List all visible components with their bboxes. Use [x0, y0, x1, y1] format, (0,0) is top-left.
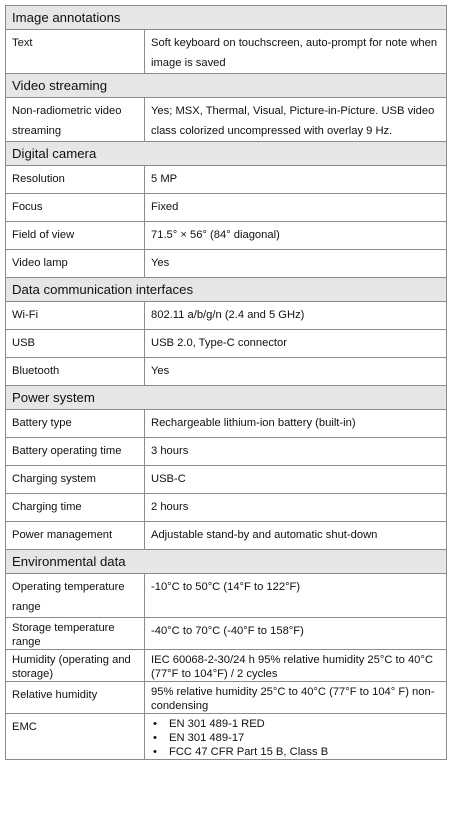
- row-value: 2 hours: [145, 494, 447, 522]
- table-row: [6, 494, 447, 522]
- row-value: -10°C to 50°C (14°F to 122°F): [145, 574, 447, 618]
- table-row: [6, 618, 447, 650]
- section-title: Environmental data: [6, 550, 447, 574]
- section-header: [6, 386, 447, 410]
- row-value: -40°C to 70°C (-40°F to 158°F): [145, 618, 447, 650]
- row-value: [145, 714, 447, 760]
- section-title: Digital camera: [6, 142, 447, 166]
- row-value: Yes: [145, 250, 447, 278]
- list-item: • FCC 47 CFR Part 15 B, Class B: [169, 745, 440, 759]
- table-row: [6, 222, 447, 250]
- row-label: Charging time: [6, 494, 145, 522]
- section-title: Image annotations: [6, 6, 447, 30]
- table-row: [6, 438, 447, 466]
- row-label: Non-radiometric video streaming: [6, 98, 145, 142]
- table-row: [6, 302, 447, 330]
- row-value: 71.5° × 56° (84° diagonal): [145, 222, 447, 250]
- section-header: [6, 278, 447, 302]
- table-row: [6, 410, 447, 438]
- row-label: Text: [6, 30, 145, 74]
- row-label: Operating temperature range: [6, 574, 145, 618]
- table-row: [6, 574, 447, 618]
- table-row: [6, 166, 447, 194]
- row-value: 95% relative humidity 25°C to 40°C (77°F to 104° F) non-condensing: [145, 682, 447, 714]
- row-value: USB 2.0, Type-C connector: [145, 330, 447, 358]
- row-value: Adjustable stand-by and automatic shut-down: [145, 522, 447, 550]
- table-row: [6, 30, 447, 74]
- row-label: Video lamp: [6, 250, 145, 278]
- list-item: • EN 301 489-1 RED: [169, 717, 440, 731]
- row-label: Battery type: [6, 410, 145, 438]
- table-row: [6, 250, 447, 278]
- row-value: Yes: [145, 358, 447, 386]
- table-row: [6, 330, 447, 358]
- row-value: Fixed: [145, 194, 447, 222]
- row-label: EMC: [6, 714, 145, 760]
- row-label: Wi-Fi: [6, 302, 145, 330]
- emc-list: [151, 717, 440, 759]
- section-header: [6, 74, 447, 98]
- table-row: [6, 466, 447, 494]
- row-label: Power management: [6, 522, 145, 550]
- table-row: [6, 714, 447, 760]
- row-value: Soft keyboard on touchscreen, auto-prompt for note when image is saved: [145, 30, 447, 74]
- spec-sheet: [5, 5, 446, 760]
- table-row: [6, 194, 447, 222]
- table-row: [6, 522, 447, 550]
- row-value: Yes; MSX, Thermal, Visual, Picture-in-Picture. USB video class colorized uncompressed with overlay 9 Hz.: [145, 98, 447, 142]
- row-label: Field of view: [6, 222, 145, 250]
- row-label: Bluetooth: [6, 358, 145, 386]
- row-label: Relative humidity: [6, 682, 145, 714]
- row-value: 3 hours: [145, 438, 447, 466]
- row-label: Battery operating time: [6, 438, 145, 466]
- row-label: USB: [6, 330, 145, 358]
- table-row: [6, 682, 447, 714]
- section-title: Data communication interfaces: [6, 278, 447, 302]
- table-row: [6, 650, 447, 682]
- row-value: 802.11 a/b/g/n (2.4 and 5 GHz): [145, 302, 447, 330]
- row-label: Focus: [6, 194, 145, 222]
- row-label: Charging system: [6, 466, 145, 494]
- row-value: Rechargeable lithium-ion battery (built-in): [145, 410, 447, 438]
- section-header: [6, 142, 447, 166]
- section-header: [6, 550, 447, 574]
- row-label: Storage temperature range: [6, 618, 145, 650]
- section-header: [6, 6, 447, 30]
- table-row: [6, 98, 447, 142]
- spec-table: [5, 5, 447, 760]
- section-title: Power system: [6, 386, 447, 410]
- row-value: IEC 60068-2-30/24 h 95% relative humidity 25°C to 40°C (77°F to 104°F) / 2 cycles: [145, 650, 447, 682]
- table-row: [6, 358, 447, 386]
- row-value: USB-C: [145, 466, 447, 494]
- row-value: 5 MP: [145, 166, 447, 194]
- row-label: Humidity (operating and storage): [6, 650, 145, 682]
- row-label: Resolution: [6, 166, 145, 194]
- section-title: Video streaming: [6, 74, 447, 98]
- list-item: • EN 301 489-17: [169, 731, 440, 745]
